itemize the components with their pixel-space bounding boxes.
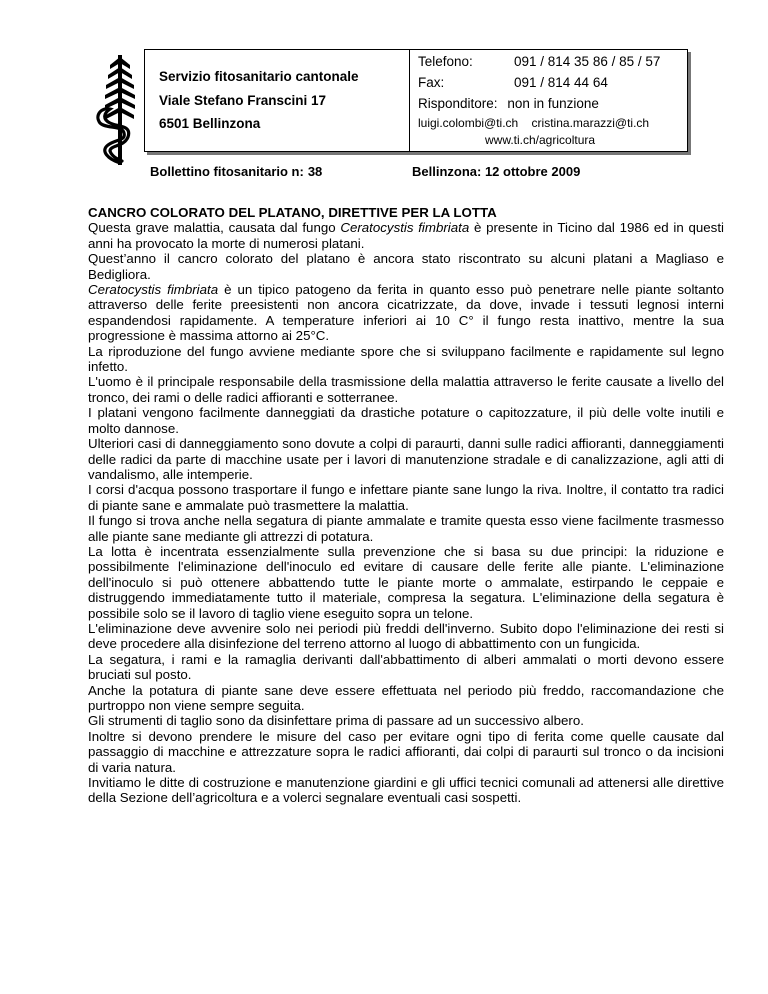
answering-row bbox=[418, 96, 599, 111]
paragraph: La riproduzione del fungo avviene mediante spore che si sviluppano facilmente e rapidamente sul legno infetto. bbox=[88, 343, 724, 375]
answering-value: non in funzione bbox=[507, 96, 599, 111]
paragraph: La segatura, i rami e la ramaglia derivanti dall'abbattimento di alberi ammalati o morti devono essere bruciati sul posto. bbox=[88, 651, 724, 683]
office-name: Servizio fitosanitario cantonale bbox=[159, 69, 359, 84]
paragraph: Ulteriori casi di danneggiamento sono dovute a colpi di paraurti, danni sulle radici affioranti, danneggiamenti delle radici da parte di macchine usate per i lavori di manutenzione stradale e di canalizzazione, agli atti di vandalismo, alle intemperie. bbox=[88, 436, 724, 482]
paragraph: Anche la potatura di piante sane deve essere effettuata nel periodo più freddo, raccomandazione che purtroppo non viene sempre seguita. bbox=[88, 682, 724, 713]
fax-label: Fax: bbox=[418, 75, 445, 90]
species-name: Ceratocystis fimbriata bbox=[340, 220, 470, 236]
paragraph: I corsi d'acqua possono trasportare il fungo e infettare piante sane lungo la riva. Inoltre, il contatto tra radici di piante sane e ammalate può trasmettere la malattia. bbox=[88, 482, 724, 513]
office-street: Viale Stefano Franscini 17 bbox=[159, 93, 327, 108]
paragraph: Quest’anno il cancro colorato del platano è ancora stato riscontrato su alcuni platani a Magliaso e Bedigliora. bbox=[88, 251, 724, 282]
bulletin-label: Bollettino fitosanitario n: bbox=[150, 164, 304, 179]
header-divider bbox=[409, 50, 410, 151]
species-name: Ceratocystis fimbriata bbox=[88, 282, 219, 298]
bulletin-number-value: 38 bbox=[307, 164, 323, 179]
paragraph: Inoltre si devono prendere le misure del caso per evitare ogni tipo di ferita come quelle causate dal passaggio di macchine e attrezzature sopra le radici affioranti, dai colpi di paraurti sul tronco o da incisioni di varia natura. bbox=[88, 728, 724, 775]
paragraph: L'uomo è il principale responsabile della trasmissione della malattia attraverso le ferite causate a livello del tronco, dei rami o delle radici affioranti e sotterranee. bbox=[88, 374, 724, 405]
paragraph: Il fungo si trova anche nella segatura di piante ammalate e tramite questa esso viene facilmente trasmesso alle piante sane mediante gli attrezzi di potatura. bbox=[88, 513, 724, 544]
website-link[interactable]: www.ti.ch/agricoltura bbox=[485, 133, 596, 147]
paragraph: Invitiamo le ditte di costruzione e manutenzione giardini e gli uffici tecnici comunali ad attenersi alle direttive della Sezione dell’agricoltura e a volerci segnalare eventuali casi sospetti. bbox=[88, 775, 724, 806]
bulletin-number bbox=[150, 164, 322, 179]
email-addresses[interactable]: luigi.colombi@ti.ch cristina.marazzi@ti.ch bbox=[418, 116, 650, 130]
fax-row bbox=[418, 75, 608, 90]
answering-label: Risponditore: bbox=[418, 96, 498, 111]
paragraph: Ceratocystis fimbriata è un tipico patogeno da ferita in quanto esso può penetrare nelle piante soltanto attraverso delle ferite preesistenti non ancora cicatrizzate, da dove, invade i tessuti legnosi interni espandendosi rapidamente. A temperature inferiori ai 10 C° il fungo resta inattivo, mentre la sua progressione è massima attorno ai 25°C. bbox=[88, 282, 724, 344]
paragraph: I platani vengono facilmente danneggiati da drastiche potature o capitozzature, il più delle volte inutili e molto dannose. bbox=[88, 405, 724, 436]
phone-label: Telefono: bbox=[418, 54, 473, 69]
fax-value: 091 / 814 44 64 bbox=[514, 75, 608, 90]
phone-value: 091 / 814 35 86 / 85 / 57 bbox=[514, 54, 661, 69]
paragraph: La lotta è incentrata essenzialmente sulla prevenzione che si basa su due principi: la riduzione e possibilmente l'eliminazione dell'inoculo ed evitare di causare delle ferite alle piante. L'eliminazione dell'inoculo si può ottenere abbattendo tutte le piante morte o ammalate, estirpando le ceppaie e distruggendo immediatamente tutto il materiale, compresa la segatura. L'eliminazione della segatura è possibile solo se il lavoro di taglio viene eseguito sopra un telone. bbox=[88, 543, 724, 621]
header-box bbox=[144, 49, 688, 152]
bulletin-date: Bellinzona: 12 ottobre 2009 bbox=[412, 164, 581, 179]
canton-emblem-icon bbox=[88, 55, 138, 170]
paragraph: Gli strumenti di taglio sono da disinfettare prima di passare ad un successivo albero. bbox=[88, 713, 584, 729]
paragraph: L'eliminazione deve avvenire solo nei periodi più freddi dell'inverno. Subito dopo l'eliminazione dei resti si deve procedere alla disinfezione del terreno attorno al luogo di abbattimento con un fungicida. bbox=[88, 620, 724, 652]
phone-row bbox=[418, 54, 661, 69]
article-body bbox=[88, 205, 724, 806]
office-city: 6501 Bellinzona bbox=[159, 116, 261, 131]
paragraph: Questa grave malattia, causata dal fungo Ceratocystis fimbriata è presente in Ticino dal 1986 ed in questi anni ha provocato la morte di numerosi platani. bbox=[88, 220, 724, 251]
article-title: CANCRO COLORATO DEL PLATANO, DIRETTIVE PER LA LOTTA bbox=[88, 205, 497, 220]
